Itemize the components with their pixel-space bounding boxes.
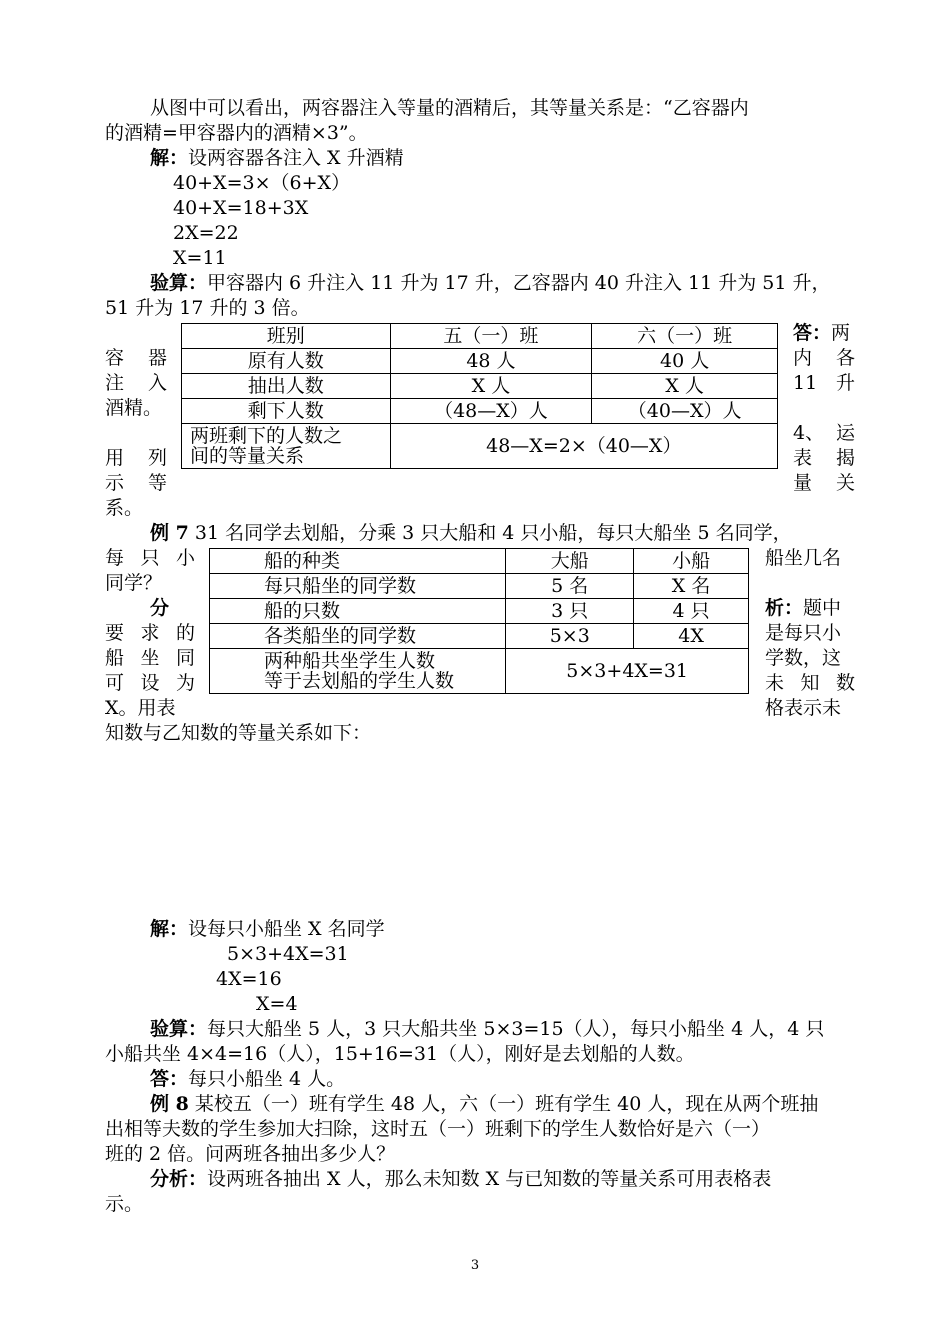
class-count-table bbox=[181, 323, 778, 469]
table-cell: 48 人 bbox=[390, 349, 592, 374]
float-char: 未 bbox=[765, 672, 785, 694]
float-right-line bbox=[793, 421, 855, 446]
table-row bbox=[210, 624, 749, 649]
float-char: 数 bbox=[835, 672, 855, 694]
float-char: 两 bbox=[831, 322, 851, 344]
solution-label: 解： bbox=[150, 918, 189, 940]
answer-text: 每只小船坐 4 人。 bbox=[188, 1068, 346, 1090]
boat-table bbox=[209, 548, 749, 694]
table-cell: 40 人 bbox=[592, 349, 778, 374]
solution-text: 设两容器各注入 X 升酒精 bbox=[188, 147, 404, 169]
solution-label: 解： bbox=[150, 147, 189, 169]
float-char: 表 bbox=[793, 447, 813, 469]
float-char: 4、 bbox=[793, 422, 825, 444]
float-left-line bbox=[105, 371, 167, 396]
table-cell: X 人 bbox=[592, 374, 778, 399]
equation-line: 4X=16 bbox=[216, 968, 282, 990]
float-char: 小 bbox=[175, 547, 195, 569]
analysis-label: 析： bbox=[765, 597, 804, 619]
table-cell: 剩下人数 bbox=[182, 399, 391, 424]
float-char: 量 bbox=[793, 472, 813, 494]
table-cell: 抽出人数 bbox=[182, 374, 391, 399]
equation-line: X=4 bbox=[256, 993, 298, 1015]
float-char: 揭 bbox=[835, 447, 855, 469]
float-left-line: 同学？ bbox=[105, 572, 163, 594]
table-cell: X 人 bbox=[390, 374, 592, 399]
answer-label: 答： bbox=[150, 1068, 189, 1090]
equation-line: 40+X=3×（6+X） bbox=[173, 172, 351, 194]
float-char: 内 bbox=[793, 347, 813, 369]
table-row bbox=[210, 649, 749, 694]
float-left-line bbox=[105, 446, 167, 471]
table-cell: 各类船坐的同学数 bbox=[210, 624, 506, 649]
table-cell: 船的只数 bbox=[210, 599, 506, 624]
solution-2 bbox=[150, 917, 385, 942]
check-1-line-2: 51 升为 17 升的 3 倍。 bbox=[105, 297, 310, 319]
example-7-line bbox=[150, 521, 792, 546]
float-left-line bbox=[105, 646, 195, 671]
table-cell: 小船 bbox=[634, 549, 749, 574]
float-left-line: X。用表 bbox=[105, 697, 176, 719]
table-row bbox=[182, 374, 778, 399]
float-right-line bbox=[793, 371, 855, 396]
table-cell: 5×3 bbox=[506, 624, 634, 649]
table-header-row bbox=[210, 549, 749, 574]
float-char: 关 bbox=[835, 472, 855, 494]
cell-text: 间的等量关系 bbox=[190, 445, 305, 467]
float-right-line bbox=[765, 671, 855, 696]
equation-line: 40+X=18+3X bbox=[173, 197, 309, 219]
float-char: 运 bbox=[835, 422, 855, 444]
check-1-line-1 bbox=[150, 271, 830, 296]
float-right-line bbox=[793, 346, 855, 371]
float-char: 等 bbox=[147, 472, 167, 494]
table-cell bbox=[210, 649, 506, 694]
table-cell: （48—X）人 bbox=[390, 399, 592, 424]
float-char: 每 bbox=[105, 547, 125, 569]
float-right-line: 是每只小 bbox=[765, 622, 842, 644]
float-right-line: 船坐几名 bbox=[765, 547, 842, 569]
table-cell: 五（一）班 bbox=[390, 324, 592, 349]
table-cell: 5 名 bbox=[506, 574, 634, 599]
float-char: 各 bbox=[835, 347, 855, 369]
example-8-line-3: 班的 2 倍。问两班各抽出多少人？ bbox=[105, 1143, 396, 1165]
answer-2 bbox=[150, 1067, 345, 1092]
analysis-8-line-1 bbox=[150, 1167, 771, 1192]
float-char: 求 bbox=[140, 622, 160, 644]
table-cell: X 名 bbox=[634, 574, 749, 599]
float-text: 题中 bbox=[803, 597, 842, 619]
float-char: 用 bbox=[105, 447, 125, 469]
float-left-line bbox=[105, 671, 195, 696]
analysis-text: 设两班各抽出 X 人，那么未知数 X 与已知数的等量关系可用表格表 bbox=[207, 1168, 772, 1190]
float-right-line bbox=[793, 446, 855, 471]
float-after-line: 知数与乙知数的等量关系如下： bbox=[105, 722, 372, 744]
example-8-line-1 bbox=[150, 1092, 818, 1117]
check-label: 验算： bbox=[150, 272, 208, 294]
check-label: 验算： bbox=[150, 1018, 208, 1040]
table-cell: 六（一）班 bbox=[592, 324, 778, 349]
table-cell: 每只船坐的同学数 bbox=[210, 574, 506, 599]
cell-text: 等于去划船的学生人数 bbox=[264, 670, 455, 692]
table-cell: 3 只 bbox=[506, 599, 634, 624]
float-char: 入 bbox=[147, 372, 167, 394]
float-char: 注 bbox=[105, 372, 125, 394]
float-char: 容 bbox=[105, 347, 125, 369]
float-char: 列 bbox=[147, 447, 167, 469]
solution-1 bbox=[150, 146, 404, 171]
table-cell: 4X bbox=[634, 624, 749, 649]
analysis-8-line-2: 示。 bbox=[105, 1193, 144, 1215]
table-row bbox=[182, 399, 778, 424]
float-char: 示 bbox=[105, 472, 125, 494]
check-2-line-1 bbox=[150, 1017, 824, 1042]
table-row bbox=[182, 349, 778, 374]
check-text: 每只大船坐 5 人，3 只大船共坐 5×3=15（人），每只小船坐 4 人，4 只 bbox=[207, 1018, 825, 1040]
float-char: 要 bbox=[105, 622, 125, 644]
table-cell: 班别 bbox=[182, 324, 391, 349]
table-header-row bbox=[182, 324, 778, 349]
check-2-line-2: 小船共坐 4×4=16（人），15+16=31（人），刚好是去划船的人数。 bbox=[105, 1043, 695, 1065]
float-char: 可 bbox=[105, 672, 125, 694]
cell-text: 两班剩下的人数之 bbox=[190, 425, 343, 447]
float-right-line: 学数，这 bbox=[765, 647, 842, 669]
table-cell: 4 只 bbox=[634, 599, 749, 624]
analysis-label: 分析： bbox=[150, 1168, 208, 1190]
float-right-line bbox=[765, 596, 841, 621]
answer-label: 答： bbox=[793, 322, 832, 344]
intro-line-2: 的酒精=甲容器内的酒精×3”。 bbox=[105, 122, 368, 144]
float-char: 升 bbox=[835, 372, 855, 394]
table-row bbox=[182, 424, 778, 469]
table-cell: 原有人数 bbox=[182, 349, 391, 374]
table-cell: 5×3+4X=31 bbox=[506, 649, 749, 694]
float-left-line: 系。 bbox=[105, 497, 144, 519]
table-cell bbox=[182, 424, 391, 469]
float-char: 坐 bbox=[140, 647, 160, 669]
float-char: 设 bbox=[140, 672, 160, 694]
float-left-line bbox=[105, 621, 195, 646]
float-right-line bbox=[793, 321, 850, 346]
example-label: 例 8 bbox=[150, 1093, 189, 1115]
float-left-line: 酒精。 bbox=[105, 397, 163, 419]
intro-line-1: 从图中可以看出，两容器注入等量的酒精后，其等量关系是：“乙容器内 bbox=[150, 97, 749, 119]
equation-line: X=11 bbox=[173, 247, 227, 269]
table-cell: 48—X=2×（40—X） bbox=[390, 424, 777, 469]
float-left-line: 分 bbox=[150, 597, 170, 619]
float-char: 知 bbox=[800, 672, 820, 694]
equation-line: 5×3+4X=31 bbox=[227, 943, 349, 965]
page-number: 3 bbox=[470, 1258, 480, 1273]
float-left-line bbox=[105, 346, 167, 371]
check-text: 甲容器内 6 升注入 11 升为 17 升，乙容器内 40 升注入 11 升为 51 升， bbox=[207, 272, 831, 294]
float-char: 器 bbox=[147, 347, 167, 369]
table-cell: 大船 bbox=[506, 549, 634, 574]
example-text: 某校五（一）班有学生 48 人，六（一）班有学生 40 人，现在从两个班抽 bbox=[188, 1093, 819, 1115]
float-char: 11 bbox=[793, 372, 818, 394]
table-cell: 船的种类 bbox=[210, 549, 506, 574]
float-char: 同 bbox=[175, 647, 195, 669]
float-right-line: 格表示未 bbox=[765, 697, 842, 719]
table-row bbox=[210, 574, 749, 599]
float-char: 只 bbox=[140, 547, 160, 569]
example-text: 31 名同学去划船，分乘 3 只大船和 4 只小船，每只大船坐 5 名同学， bbox=[188, 522, 792, 544]
float-char: 为 bbox=[175, 672, 195, 694]
table-row bbox=[210, 599, 749, 624]
table-cell: （40—X）人 bbox=[592, 399, 778, 424]
float-right-line bbox=[793, 471, 855, 496]
example-label: 例 7 bbox=[150, 522, 189, 544]
float-char: 的 bbox=[175, 622, 195, 644]
equation-line: 2X=22 bbox=[173, 222, 239, 244]
solution-text: 设每只小船坐 X 名同学 bbox=[188, 918, 385, 940]
example-8-line-2: 出相等夫数的学生参加大扫除，这时五（一）班剩下的学生人数恰好是六（一） bbox=[105, 1118, 771, 1140]
float-left-line bbox=[105, 546, 195, 571]
float-left-line bbox=[105, 471, 167, 496]
float-char: 船 bbox=[105, 647, 125, 669]
cell-text: 两种船共坐学生人数 bbox=[264, 650, 436, 672]
